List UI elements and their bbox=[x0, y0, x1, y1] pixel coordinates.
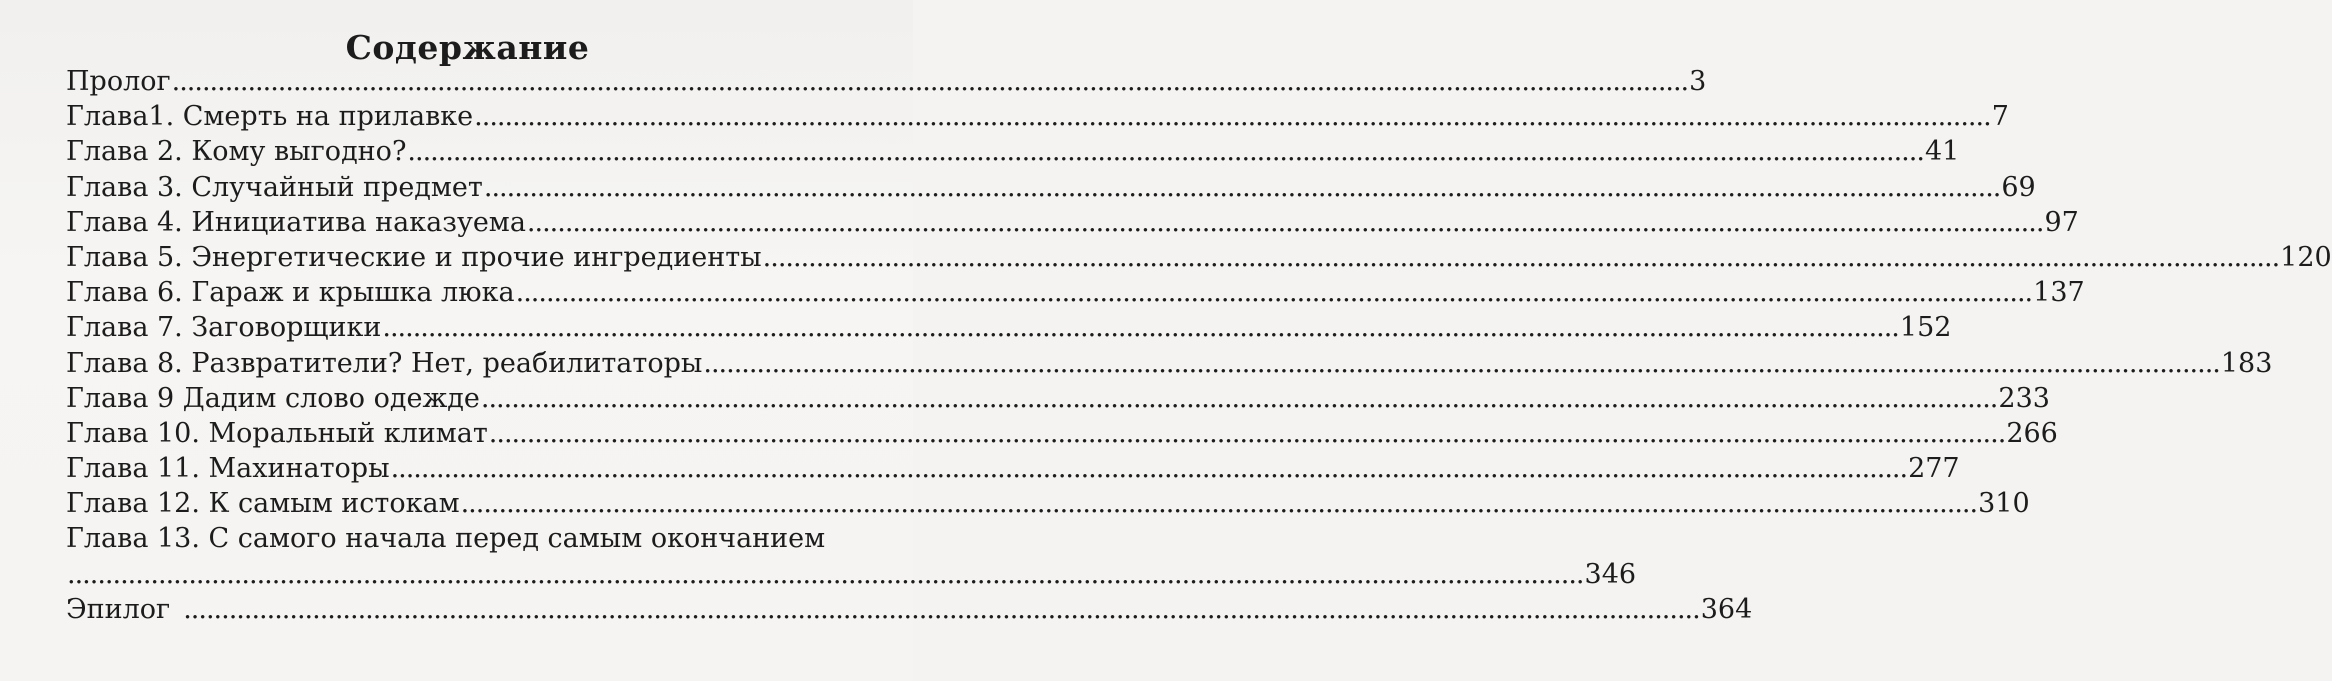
leader-dots: ........................................................................................................................................................................................................ bbox=[183, 593, 1700, 625]
toc-entry-page: 97 bbox=[2044, 206, 2079, 238]
toc-entry-page: 364 bbox=[1700, 593, 1753, 625]
toc-entry-chapter-13-title bbox=[66, 521, 866, 556]
leader-dots: ........................................................................................................................................................................................................ bbox=[762, 241, 2280, 273]
toc-entry-label: Глава1. Смерть на прилавке bbox=[66, 101, 474, 133]
leader-dots: ........................................................................................................................................................................................................ bbox=[488, 417, 2006, 449]
toc-entry-label: Глава 4. Инициатива наказуема bbox=[66, 206, 526, 238]
toc-entry-label: Глава 7. Заговорщики bbox=[66, 312, 382, 344]
toc-entry-label: Глава 8. Развратители? Нет, реабилитаторы bbox=[66, 347, 703, 379]
leader-dots: ........................................................................................................................................................................................................ bbox=[526, 206, 2044, 238]
toc-entry-chapter-8 bbox=[66, 346, 2273, 381]
toc-entry-chapter-2 bbox=[66, 134, 1960, 169]
toc-entry-label: Глава 6. Гараж и крышка люка bbox=[66, 277, 515, 309]
toc-entry-label: Эпилог bbox=[66, 593, 171, 625]
table-of-contents bbox=[66, 64, 2332, 627]
toc-entry-label: Глава 9 Дадим слово одежде bbox=[66, 382, 480, 414]
toc-entry-label: Пролог bbox=[66, 66, 171, 97]
leader-dots: ........................................................................................................................................................................................................ bbox=[407, 136, 1924, 168]
leader-dots: ........................................................................................................................................................................................................ bbox=[382, 312, 1899, 344]
toc-entry-chapter-7 bbox=[66, 310, 1952, 345]
toc-entry-page: 3 bbox=[1689, 66, 1707, 97]
toc-entry-page: 120 bbox=[2280, 241, 2332, 273]
toc-entry-page: 266 bbox=[2006, 417, 2058, 449]
toc-entry-label: Глава 12. К самым истокам bbox=[66, 488, 460, 520]
toc-entry-page: 310 bbox=[1978, 488, 2030, 520]
toc-entry-page: 233 bbox=[1998, 382, 2050, 414]
toc-entry-label: Глава 2. Кому выгодно? bbox=[66, 136, 407, 168]
toc-entry-page: 183 bbox=[2220, 347, 2273, 379]
leader-dots: ........................................................................................................................................................................................................ bbox=[390, 453, 1908, 485]
leader-dots: ........................................................................................................................................................................................................ bbox=[480, 382, 1998, 414]
toc-entry-chapter-10 bbox=[66, 416, 2058, 451]
toc-entry-chapter-9 bbox=[66, 381, 2050, 416]
toc-entry-page: 137 bbox=[2033, 277, 2085, 309]
toc-entry-page: 346 bbox=[1584, 558, 1637, 590]
toc-entry-chapter-5 bbox=[66, 240, 2332, 275]
toc-entry-label: Глава 13. С самого начала перед самым окончанием bbox=[66, 523, 826, 555]
toc-entry-chapter-13-page-line bbox=[66, 557, 1637, 592]
toc-entry-page: 152 bbox=[1899, 312, 1952, 344]
toc-entry-chapter-12 bbox=[66, 486, 2030, 521]
toc-entry-chapter-4 bbox=[66, 205, 2079, 240]
leader-dots: ........................................................................................................................................................................................................ bbox=[460, 488, 1978, 520]
toc-entry-label: Глава 11. Махинаторы bbox=[66, 453, 390, 485]
leader-dots: ........................................................................................................................................................................................................ bbox=[515, 277, 2033, 309]
toc-entry-epilogue bbox=[66, 592, 1753, 627]
toc-entry-prologue bbox=[66, 64, 1707, 99]
toc-entry-label: Глава 5. Энергетические и прочие ингредиенты bbox=[66, 241, 762, 273]
page-title: Содержание bbox=[345, 28, 590, 67]
toc-entry-chapter-11 bbox=[66, 451, 1960, 486]
toc-entry-page: 277 bbox=[1908, 453, 1960, 485]
toc-entry-page: 69 bbox=[2001, 171, 2036, 203]
toc-entry-chapter-1 bbox=[66, 99, 2009, 134]
leader-dots: ........................................................................................................................................................................................................ bbox=[703, 347, 2220, 379]
leader-dots: ........................................................................................................................................................................................................ bbox=[171, 66, 1689, 97]
toc-entry-label: Глава 10. Моральный климат bbox=[66, 417, 488, 449]
toc-entry-chapter-6 bbox=[66, 275, 2085, 310]
toc-entry-page: 7 bbox=[1991, 101, 2009, 133]
toc-entry-chapter-3 bbox=[66, 170, 2036, 205]
leader-dots: ........................................................................................................................................................................................................ bbox=[67, 558, 1584, 590]
leader-dots: ........................................................................................................................................................................................................ bbox=[474, 101, 1991, 133]
toc-entry-page: 41 bbox=[1924, 136, 1960, 168]
leader-dots: ........................................................................................................................................................................................................ bbox=[483, 171, 2001, 203]
toc-entry-label: Глава 3. Случайный предмет bbox=[66, 171, 483, 203]
